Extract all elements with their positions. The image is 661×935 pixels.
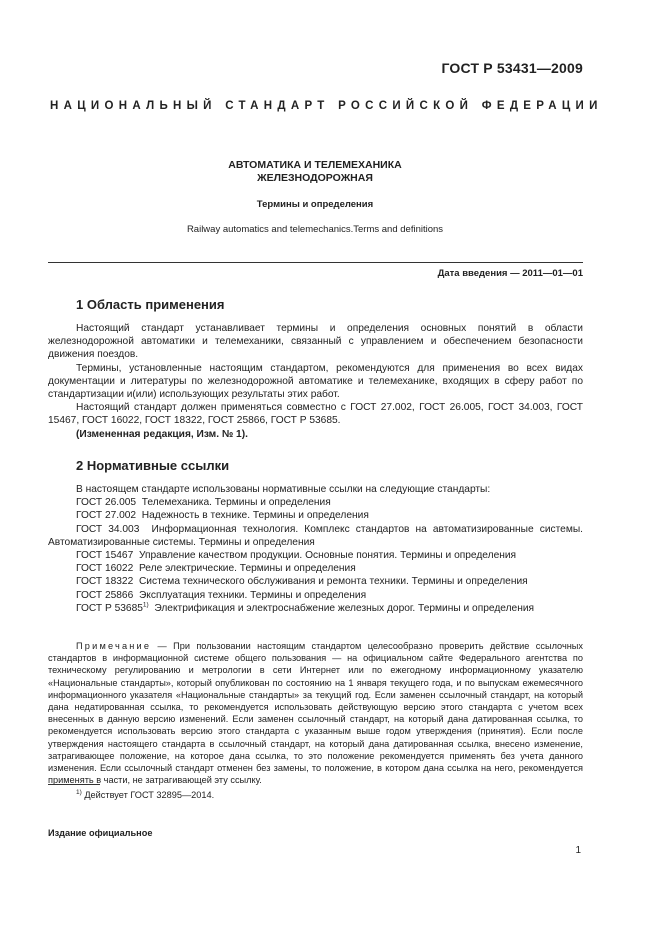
document-subtitle: Термины и определения [256, 199, 374, 210]
section-2-intro: В настоящем стандарте использованы нормативные ссылки на следующие стандарты: [76, 484, 491, 495]
reference-title: Телемеханика. Термины и определения [141, 497, 331, 509]
reference-item [48, 496, 583, 509]
title-line-2: ЖЕЛЕЗНОДОРОЖНАЯ [257, 172, 373, 184]
reference-code: ГОСТ 26.005 [76, 497, 137, 509]
footnote-text: Действует ГОСТ 32895—2014. [81, 790, 215, 800]
note-text: — При пользовании настоящим стандартом целесообразно проверить действие ссылочных стандартов в информационной системе общего пользования — на официальном сайте Федерального агентства по техническому регулированию и метрологии в сети Интернет или по ежегодному информационному указателю «Национальные стандарты», который опубликован по состоянию на 1 января текущего года, и по выпускам ежемесячного информационного указателя «Национальные стандарты» за текущий год. Если заменен ссылочный стандарт, на который дана недатированная ссылка, то рекомендуется использовать действующую версию этого стандарта с учетом всех внесенных в данную версию изменений. Если заменен ссылочный стандарт, на который дана датированная ссылка, то рекомендуется использовать версию этого стандарта с указанным выше годом утверждения (принятия). Если после утверждения настоящего стандарта в ссылочный стандарт, на который дана датированная ссылка, внесено изменение, затрагивающее положение, на которое дана ссылка, то это положение рекомендуется применять без учета данного изменения. Если ссылочный стандарт отменен без замены, то положение, в котором дана ссылка на него, рекомендуется применять в части, не затрагивающей эту ссылку. [48, 641, 583, 786]
national-standard-heading: НАЦИОНАЛЬНЫЙ СТАНДАРТ РОССИЙСКОЙ ФЕДЕРАЦИИ [50, 100, 603, 112]
reference-item [48, 549, 583, 562]
reference-item [48, 589, 583, 602]
footnote [76, 790, 214, 800]
reference-item [48, 523, 583, 549]
section-1-paragraph-1: Настоящий стандарт устанавливает термины и определения основных понятий в области железнодорожной автоматики и телемеханики, связанный с управлением и обеспечением безопасности движения поездов. [48, 323, 583, 361]
reference-code: ГОСТ Р 53685 [76, 602, 143, 614]
reference-title: Управление качеством продукции. Основные понятия. Термины и определения [138, 550, 517, 562]
reference-code: ГОСТ 18322 [76, 576, 134, 588]
document-title [60, 159, 570, 185]
reference-item [48, 562, 583, 575]
reference-item [48, 509, 583, 522]
reference-item [48, 575, 583, 588]
reference-code: ГОСТ 16022 [76, 563, 134, 575]
reference-title: Эксплуатация техники. Термины и определения [138, 589, 367, 601]
reference-title: Система технического обслуживания и ремонта техники. Термины и определения [138, 576, 528, 588]
reference-code: ГОСТ 15467 [76, 550, 134, 562]
section-1-paragraph-2: Термины, установленные настоящим стандартом, рекомендуются для применения во всех видах документации и литературы по железнодорожной автоматике и телемеханике, входящих в сферу работ по стандартизации и(или) использующих результаты этих работ. [48, 362, 583, 401]
reference-code: ГОСТ 25866 [76, 589, 134, 601]
page-number: 1 [575, 845, 581, 856]
title-divider [48, 262, 583, 263]
note-label: Примечание [76, 641, 152, 651]
reference-title: Электрификация и электроснабжение железных дорог. Термины и определения [154, 602, 535, 614]
section-1-heading: 1 Область применения [76, 297, 225, 312]
footnote-marker: 1) [142, 601, 149, 609]
note-paragraph [48, 640, 583, 786]
reference-title: Информационная технология. Комплекс стандартов на автоматизированные системы. Автоматизированные системы. Термины и определения [48, 523, 583, 548]
section-2-body [48, 483, 583, 615]
section-2-heading: 2 Нормативные ссылки [76, 458, 230, 473]
introduction-date: Дата введения — 2011—01—01 [437, 268, 583, 279]
section-1-paragraph-3: Настоящий стандарт должен применяться совместно с ГОСТ 27.002, ГОСТ 26.005, ГОСТ 34.003, ГОСТ 15467, ГОСТ 16022, ГОСТ 18322, ГОСТ 25866, ГОСТ Р 53685. [48, 402, 583, 427]
reference-item [48, 602, 583, 615]
reference-title: Надежность в технике. Термины и определения [141, 510, 369, 522]
footnote-mark: 1) [76, 788, 82, 796]
note-block [48, 640, 583, 786]
section-1-body [48, 322, 583, 441]
official-edition-label: Издание официальное [48, 828, 153, 838]
document-code: ГОСТ Р 53431—2009 [441, 60, 583, 76]
section-1-amendment: (Измененная редакция, Изм. № 1). [76, 428, 248, 440]
title-line-1: АВТОМАТИКА И ТЕЛЕМЕХАНИКА [228, 159, 402, 171]
reference-title: Реле электрические. Термины и определения [138, 563, 356, 575]
english-title: Railway automatics and telemechanics.Terms and definitions [186, 224, 444, 235]
reference-code: ГОСТ 34.003 [76, 523, 140, 535]
reference-code: ГОСТ 27.002 [76, 510, 137, 522]
footnote-divider [48, 784, 100, 785]
